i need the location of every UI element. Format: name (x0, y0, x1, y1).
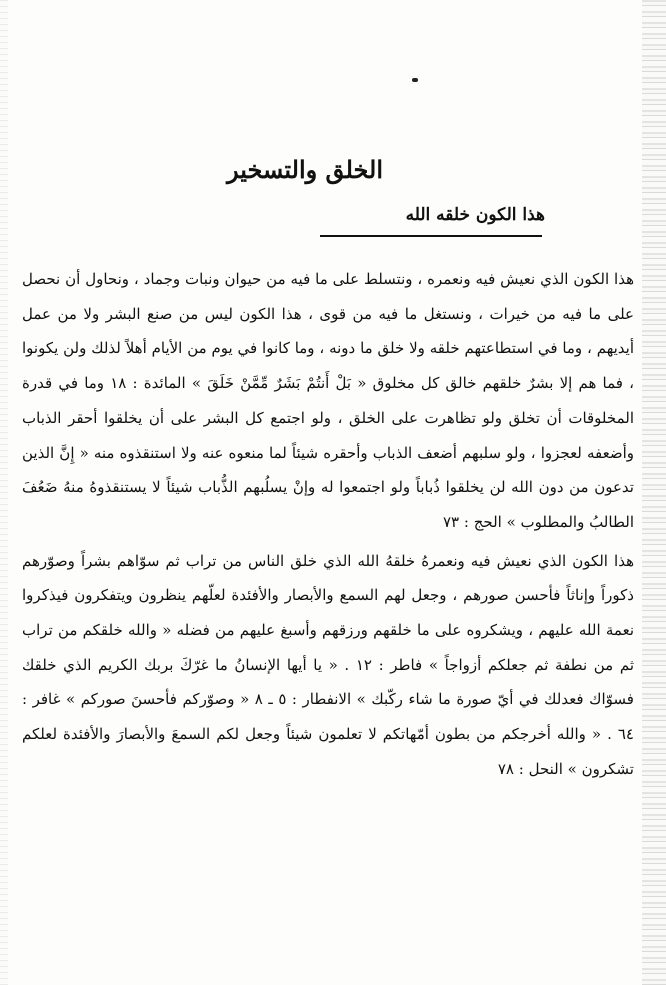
chapter-title: الخلق والتسخير (227, 155, 383, 184)
scan-edge-right (642, 0, 666, 985)
body-text (22, 262, 634, 787)
paragraph-1: هذا الكون الذي نعيش فيه ونعمره ، ونتسلط على ما فيه من حيوان ونبات وجماد ، ونحاول أن نحصل على ما فيه من خيرات ، ونستغل ما فيه من قوى ، هذا الكون ليس من صنع البشر ولا من عمل أيديهم ، وما في استطاعتهم خلقه ولا خلق ما دونه ، وما كانوا في يوم من الأيام أهلاً لذلك ولن يكونوا ، فما هم إلا بشرٌ خلقهم خالق كل مخلوق « بَلْ أَنتُمْ بَشَرٌ مِّمَّنْ خَلَقَ » المائدة : ١٨ وما في قدرة المخلوقات أن تخلق ولو تظاهرت على الخلق ، ولو اجتمع كل البشر على أن يخلقوا أحقر الذباب وأضعفه لعجزوا ، ولو سلبهم أضعف الذباب وأحقره شيئاً لما منعوه عنه ولا استنقذوه منه « إِنَّ الذين تدعون من دون الله لن يخلقوا ذُباباً ولو اجتمعوا له وإنْ يسلُبهم الذُّباب شيئاً لا يستنقذوهُ منهُ ضَعُفَ الطالبُ والمطلوب » الحج : ٧٣ (22, 270, 634, 531)
paragraph-2: هذا الكون الذي نعيش فيه ونعمرهُ خلقهُ الله الذي خلق الناس من تراب ثم سوّاهم بشراً وصوّرهم ذكوراً وإناثاً فأحسن صورهم ، وجعل لهم السمع والأبصار والأفئدة لعلّهم ينظرون ويتفكرون فيذكروا نعمة الله عليهم ، ويشكروه على ما خلقهم ورزقهم وأسبغ عليهم من فضله « والله خلقكم من تراب ثم من نطفة ثم جعلكم أزواجاً » فاطر : ١٢ . « يا أيها الإنسانُ ما غرّكَ بربك الكريم الذي خلقك فسوّاك فعدلك في أيّ صورة ما شاء ركّبك » الانفطار : ٥ ـ ٨ « وصوّركم فأحسنَ صوركم » غافر : ٦٤ . « والله أخرجكم من بطون أمّهاتكم لا تعلمون شيئاً وجعل لكم السمعَ والأبصارَ والأفئدة لعلكم تشكرون » النحل : ٧٨ (22, 551, 634, 778)
ink-dot (412, 78, 418, 82)
section-heading: هذا الكون خلقه الله (405, 205, 545, 225)
scan-edge-left (0, 0, 8, 985)
heading-underline (320, 235, 542, 237)
